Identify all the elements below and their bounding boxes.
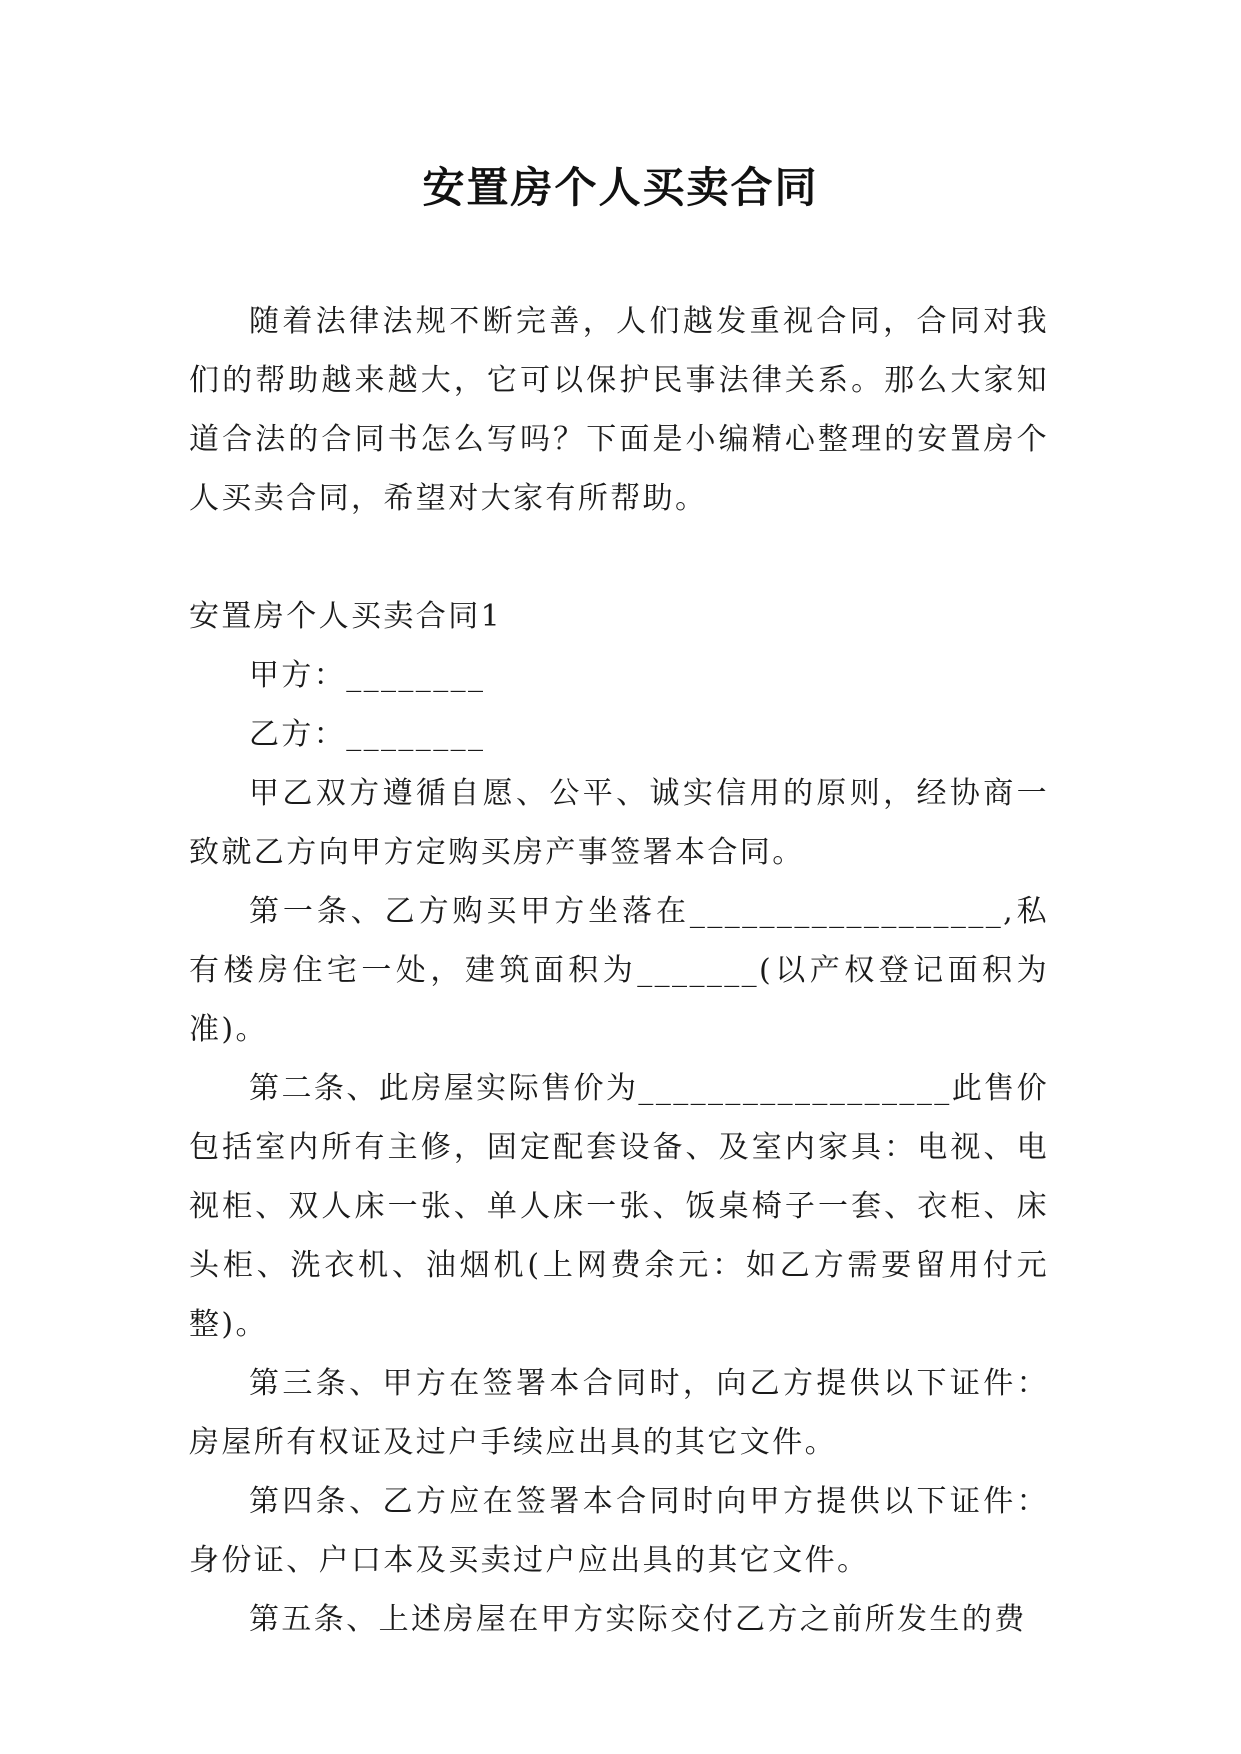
party-b-line: 乙方：________	[249, 717, 486, 752]
document-body	[189, 292, 1049, 1649]
section-heading: 安置房个人买卖合同1	[189, 599, 503, 634]
article-1-paragraph: 第一条、乙方购买甲方坐落在__________________,私有楼房住宅一处，建筑面积为_______(以产权登记面积为准)。	[189, 894, 1049, 1047]
party-a-line: 甲方：________	[249, 658, 486, 693]
preamble-paragraph: 甲乙双方遵循自愿、公平、诚实信用的原则，经协商一致就乙方向甲方定购买房产事签署本合同。	[189, 776, 1049, 870]
article-2-paragraph: 第二条、此房屋实际售价为__________________此售价包括室内所有主修，固定配套设备、及室内家具：电视、电视柜、双人床一张、单人床一张、饭桌椅子一套、衣柜、床头柜、洗衣机、油烟机(上网费余元：如乙方需要留用付元整)。	[189, 1071, 1049, 1342]
document-title: 安置房个人买卖合同	[422, 163, 819, 212]
intro-paragraph: 随着法律法规不断完善，人们越发重视合同，合同对我们的帮助越来越大，它可以保护民事法律关系。那么大家知道合法的合同书怎么写吗？下面是小编精心整理的安置房个人买卖合同，希望对大家有所帮助。	[189, 304, 1049, 516]
article-4-paragraph: 第四条、乙方应在签署本合同时向甲方提供以下证件：身份证、户口本及买卖过户应出具的其它文件。	[189, 1484, 1049, 1578]
article-3-paragraph: 第三条、甲方在签署本合同时，向乙方提供以下证件：房屋所有权证及过户手续应出具的其它文件。	[189, 1366, 1049, 1460]
article-5-paragraph: 第五条、上述房屋在甲方实际交付乙方之前所发生的费	[249, 1602, 1027, 1637]
